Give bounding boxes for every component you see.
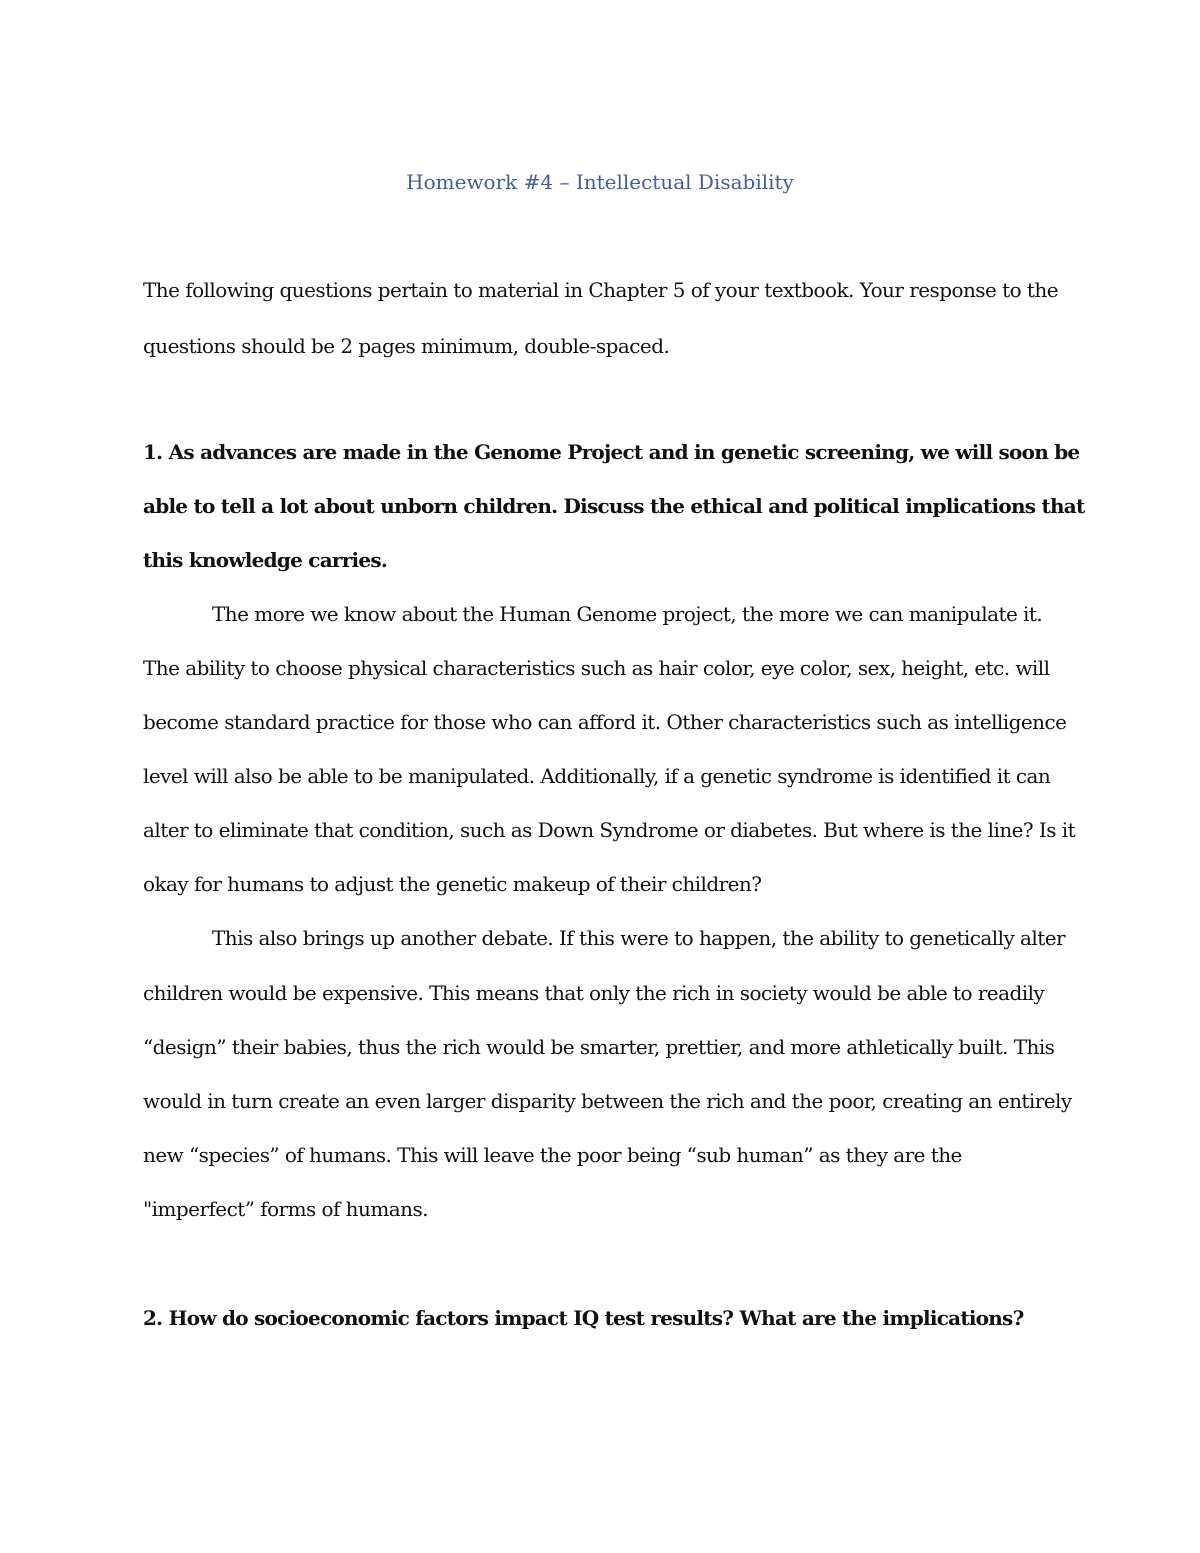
intro-line: questions should be 2 pages minimum, double-spaced.: [143, 334, 670, 358]
answer-1-paragraph-2-line: new “species” of humans. This will leave the poor being “sub human” as they are the: [143, 1143, 962, 1167]
question-1-line: 1. As advances are made in the Genome Project and in genetic screening, we will soon be: [143, 440, 1080, 464]
answer-1-paragraph-2-line: "imperfect” forms of humans.: [143, 1197, 428, 1221]
answer-1-paragraph-2-line: “design” their babies, thus the rich would be smarter, prettier, and more athletically built. This: [143, 1035, 1055, 1059]
answer-1-paragraph-2-line: would in turn create an even larger disparity between the rich and the poor, creating an entirely: [143, 1089, 1072, 1113]
answer-1-paragraph-2-line: children would be expensive. This means that only the rich in society would be able to readily: [143, 981, 1045, 1005]
question-2-line: 2. How do socioeconomic factors impact IQ test results? What are the implications?: [143, 1306, 1024, 1330]
answer-1-paragraph-1-line: become standard practice for those who can afford it. Other characteristics such as intelligence: [143, 710, 1067, 734]
answer-1-paragraph-1-line: The ability to choose physical characteristics such as hair color, eye color, sex, height, etc. will: [143, 656, 1050, 680]
question-1-line: this knowledge carries.: [143, 548, 388, 572]
document-title: Homework #4 – Intellectual Disability: [406, 170, 794, 194]
answer-1-paragraph-1-line: The more we know about the Human Genome project, the more we can manipulate it.: [212, 602, 1043, 626]
question-1-line: able to tell a lot about unborn children. Discuss the ethical and political implications that: [143, 494, 1085, 518]
answer-1-paragraph-1-line: alter to eliminate that condition, such as Down Syndrome or diabetes. But where is the line? Is it: [143, 818, 1076, 842]
answer-1-paragraph-1-line: okay for humans to adjust the genetic makeup of their children?: [143, 872, 762, 896]
answer-1-paragraph-2-line: This also brings up another debate. If this were to happen, the ability to genetically alter: [212, 926, 1066, 950]
intro-line: The following questions pertain to material in Chapter 5 of your textbook. Your response to the: [143, 278, 1058, 302]
answer-1-paragraph-1-line: level will also be able to be manipulated. Additionally, if a genetic syndrome is identified it can: [143, 764, 1051, 788]
